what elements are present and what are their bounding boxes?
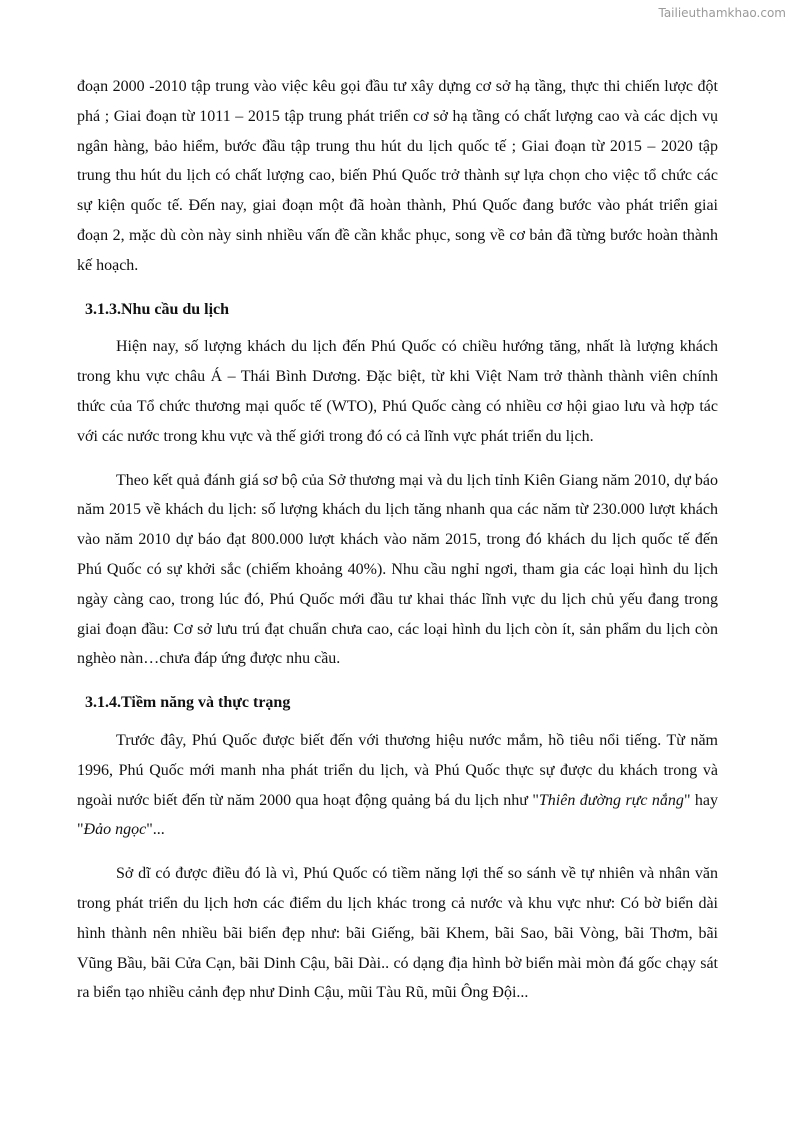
heading-3-1-3: 3.1.3.Nhu cầu du lịch (85, 300, 230, 318)
emphasis-slogan-1: Thiên đường rực nắng (538, 791, 684, 809)
paragraph-history (77, 726, 718, 845)
emphasis-slogan-2: Đảo ngọc (83, 821, 147, 839)
paragraph-intro: đoạn 2000 -2010 tập trung vào việc kêu gọi đầu tư xây dựng cơ sở hạ tầng, thực thi chiến lược đột phá ; Giai đoạn từ 1011 – 2015 tập trung phát triển cơ sở hạ tầng có chất lượng cao và các dịch vụ ngân hàng, bảo hiểm, bước đầu tập trung thu hút du lịch quốc tế ; Giai đoạn từ 2015 – 2020 tập trung thu hút du lịch có chất lượng cao, biến Phú Quốc trở thành sự lựa chọn cho việc tổ chức các sự kiện quốc tế. Đến nay, giai đoạn một đã hoàn thành, Phú Quốc đang bước vào phát triển giai đoạn 2, mặc dù còn này sinh nhiều vấn đề cần khắc phục, song về cơ bản đã từng bước hoàn thành kế hoạch. (77, 78, 718, 274)
text-segment: Trước đây, Phú Quốc được biết đến với thương hiệu nước mắm, hồ tiêu nổi tiếng. Từ năm 1996, Phú Quốc mới manh nha phát triển du lịch, và Phú Quốc thực sự được du khách trong và ngoài nước biết đến từ năm 2000 qua hoạt động quảng bá du lịch như " (77, 731, 718, 809)
text-segment: "... (146, 821, 165, 839)
paragraph-potential: Sở dĩ có được điều đó là vì, Phú Quốc có tiềm năng lợi thế so sánh về tự nhiên và nhân văn trong phát triển du lịch hơn các điểm du lịch khác trong cả nước và khu vực như: Có bờ biển dài hình thành nên nhiều bãi biển đẹp như: bãi Giếng, bãi Khem, bãi Sao, bãi Vòng, bãi Thơm, bãi Vũng Bầu, bãi Cửa Cạn, bãi Dinh Cậu, bãi Dài.. có dạng địa hình bờ biển mài mòn đá gốc chạy sát ra biển tạo nhiều cảnh đẹp như Dinh Cậu, mũi Tàu Rũ, mũi Ông Đội... (77, 865, 718, 1002)
paragraph-forecast: Theo kết quả đánh giá sơ bộ của Sở thương mại và du lịch tỉnh Kiên Giang năm 2010, dự báo năm 2015 về khách du lịch: số lượng khách du lịch tăng nhanh qua các năm từ 230.000 lượt khách vào năm 2010 dự báo đạt 800.000 lượt khách vào năm 2015, trong đó khách du lịch quốc tế đến Phú Quốc có sự khởi sắc (chiếm khoảng 40%). Nhu cầu nghỉ ngơi, tham gia các loại hình du lịch ngày càng cao, trong lúc đó, Phú Quốc mới đầu tư khai thác lĩnh vực du lịch chủ yếu đang trong giai đoạn đầu: Cơ sở lưu trú đạt chuẩn chưa cao, các loại hình du lịch còn ít, sản phẩm du lịch còn nghèo nàn…chưa đáp ứng được nhu cầu. (77, 471, 718, 668)
document-page (77, 72, 718, 1022)
paragraph-tourism-demand: Hiện nay, số lượng khách du lịch đến Phú Quốc có chiều hướng tăng, nhất là lượng khách trong khu vực châu Á – Thái Bình Dương. Đặc biệt, từ khi Việt Nam trở thành thành viên chính thức của Tổ chức thương mại quốc tế (WTO), Phú Quốc càng có nhiều cơ hội giao lưu và hợp tác với các nước trong khu vực và thế giới trong đó có cả lĩnh vực phát triển du lịch. (77, 338, 718, 445)
text-segment: " hay " (77, 791, 718, 839)
heading-3-1-4: 3.1.4.Tiềm năng và thực trạng (85, 694, 291, 712)
watermark: Tailieuthamkhao.com (658, 6, 786, 20)
